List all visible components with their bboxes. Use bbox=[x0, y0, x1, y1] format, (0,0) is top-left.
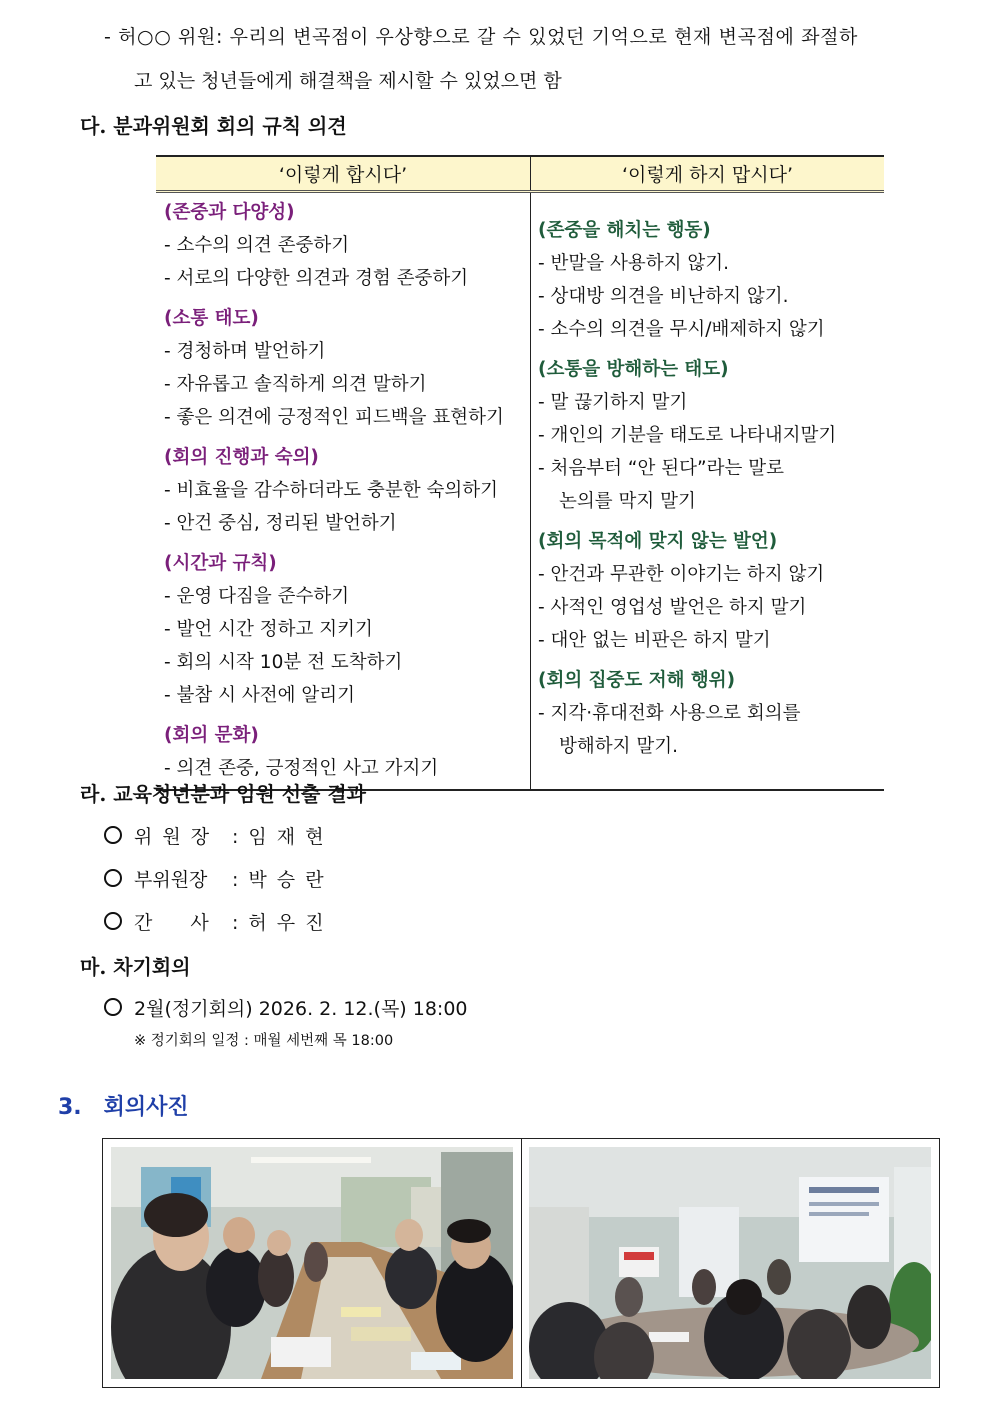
section-3-heading bbox=[58, 1090, 189, 1121]
officer-row bbox=[104, 822, 326, 849]
dont-item: - 상대방 의견을 비난하지 않기. bbox=[538, 286, 789, 307]
do-item: - 안건 중심, 정리된 발언하기 bbox=[164, 513, 397, 534]
officer-name: 박 승 란 bbox=[248, 869, 326, 891]
dont-group bbox=[538, 354, 884, 518]
next-meeting-date: 2월(정기회의) 2026. 2. 12.(목) 18:00 bbox=[134, 998, 468, 1020]
do-column bbox=[156, 192, 531, 791]
do-group-title: (소통 태도) bbox=[164, 308, 259, 329]
do-item: - 발언 시간 정하고 지키기 bbox=[164, 619, 373, 640]
dont-item-continuation: 방해하지 말기. bbox=[559, 736, 678, 757]
officer-sep: : bbox=[232, 912, 239, 934]
dont-column bbox=[531, 192, 885, 791]
do-group bbox=[164, 303, 530, 434]
section-ma-title: 마. 차기회의 bbox=[80, 955, 191, 979]
dont-item: - 처음부터 “안 된다”라는 말로 bbox=[538, 458, 784, 479]
meeting-photos-box bbox=[102, 1138, 940, 1388]
dont-item: - 사적인 영업성 발언은 하지 말기 bbox=[538, 597, 807, 618]
section-ra-title: 라. 교육청년분과 임원 선출 결과 bbox=[80, 782, 366, 806]
dont-group bbox=[538, 665, 884, 763]
table-header-do: ‘이렇게 합시다’ bbox=[156, 156, 531, 192]
do-item: - 운영 다짐을 준수하기 bbox=[164, 586, 350, 607]
dont-item-continuation: 논의를 막지 말기 bbox=[559, 491, 696, 512]
dont-group-title: (소통을 방해하는 태도) bbox=[538, 359, 729, 380]
officer-sep: : bbox=[232, 869, 239, 891]
meeting-photo-2 bbox=[529, 1147, 931, 1379]
do-item: - 경청하며 발언하기 bbox=[164, 341, 326, 362]
dont-item: - 개인의 기분을 태도로 나타내지말기 bbox=[538, 425, 837, 446]
do-group bbox=[164, 197, 530, 295]
table-header-dont: ‘이렇게 하지 맙시다’ bbox=[531, 156, 885, 192]
officer-role: 간 사 bbox=[134, 912, 209, 934]
officer-row bbox=[104, 908, 326, 935]
dont-item: - 소수의 의견을 무시/배제하지 않기 bbox=[538, 319, 825, 340]
dont-item: - 안건과 무관한 이야기는 하지 않기 bbox=[538, 564, 825, 585]
next-meeting-row bbox=[104, 994, 468, 1021]
do-item: - 자유롭고 솔직하게 의견 말하기 bbox=[164, 374, 427, 395]
do-item: - 비효율을 감수하더라도 충분한 숙의하기 bbox=[164, 480, 499, 501]
do-group bbox=[164, 548, 530, 712]
meeting-photo-1-image bbox=[111, 1147, 513, 1379]
do-group-title: (회의 진행과 숙의) bbox=[164, 447, 319, 468]
do-item: - 좋은 의견에 긍정적인 피드백을 표현하기 bbox=[164, 407, 504, 428]
do-item: - 의견 존중, 긍정적인 사고 가지기 bbox=[164, 758, 439, 779]
do-item: - 소수의 의견 존중하기 bbox=[164, 235, 350, 256]
meeting-photo-2-image bbox=[529, 1147, 931, 1379]
regular-meeting-note: ※ 정기회의 일정 : 매월 세번째 목 18:00 bbox=[134, 1033, 394, 1049]
circle-bullet-icon bbox=[104, 869, 122, 887]
dont-item: - 반말을 사용하지 않기. bbox=[538, 253, 730, 274]
dont-group-title: (회의 목적에 맞지 않는 발언) bbox=[538, 531, 778, 552]
dont-item: - 지각·휴대전화 사용으로 회의를 bbox=[538, 703, 801, 724]
dont-item: - 말 끊기하지 말기 bbox=[538, 392, 688, 413]
officer-sep: : bbox=[232, 826, 239, 848]
dont-group-title: (존중을 해치는 행동) bbox=[538, 220, 711, 241]
officer-role: 위 원 장 bbox=[134, 826, 212, 848]
do-group bbox=[164, 442, 530, 540]
dont-group bbox=[538, 215, 884, 346]
dont-group-title: (회의 집중도 저해 행위) bbox=[538, 670, 736, 691]
circle-bullet-icon bbox=[104, 826, 122, 844]
meeting-photo-1 bbox=[111, 1147, 513, 1379]
officer-name: 허 우 진 bbox=[248, 912, 326, 934]
section-3-title: 회의사진 bbox=[103, 1095, 189, 1120]
do-group-title: (존중과 다양성) bbox=[164, 202, 295, 223]
circle-bullet-icon bbox=[104, 998, 122, 1016]
section-da-title: 다. 분과위원회 회의 규칙 의견 bbox=[80, 114, 347, 138]
do-group bbox=[164, 720, 530, 785]
officer-row bbox=[104, 865, 326, 892]
officer-role: 부위원장 bbox=[134, 869, 208, 891]
section-3-number: 3. bbox=[58, 1095, 82, 1120]
meeting-rules-table bbox=[156, 155, 884, 791]
do-item: - 회의 시작 10분 전 도착하기 bbox=[164, 652, 403, 673]
photo-divider bbox=[521, 1139, 522, 1387]
officer-name: 임 재 현 bbox=[248, 826, 326, 848]
do-item: - 서로의 다양한 의견과 경험 존중하기 bbox=[164, 268, 469, 289]
do-group-title: (회의 문화) bbox=[164, 725, 259, 746]
dont-item: - 대안 없는 비판은 하지 말기 bbox=[538, 630, 771, 651]
do-group-title: (시간과 규칙) bbox=[164, 553, 277, 574]
do-item: - 불참 시 사전에 알리기 bbox=[164, 685, 356, 706]
circle-bullet-icon bbox=[104, 912, 122, 930]
intro-line-1: - 허○○ 위원: 우리의 변곡점이 우상향으로 갈 수 있었던 기억으로 현재 변곡점에 좌절하 bbox=[104, 26, 858, 48]
intro-line-2: 고 있는 청년들에게 해결책을 제시할 수 있었으면 함 bbox=[134, 70, 562, 92]
dont-group bbox=[538, 526, 884, 657]
